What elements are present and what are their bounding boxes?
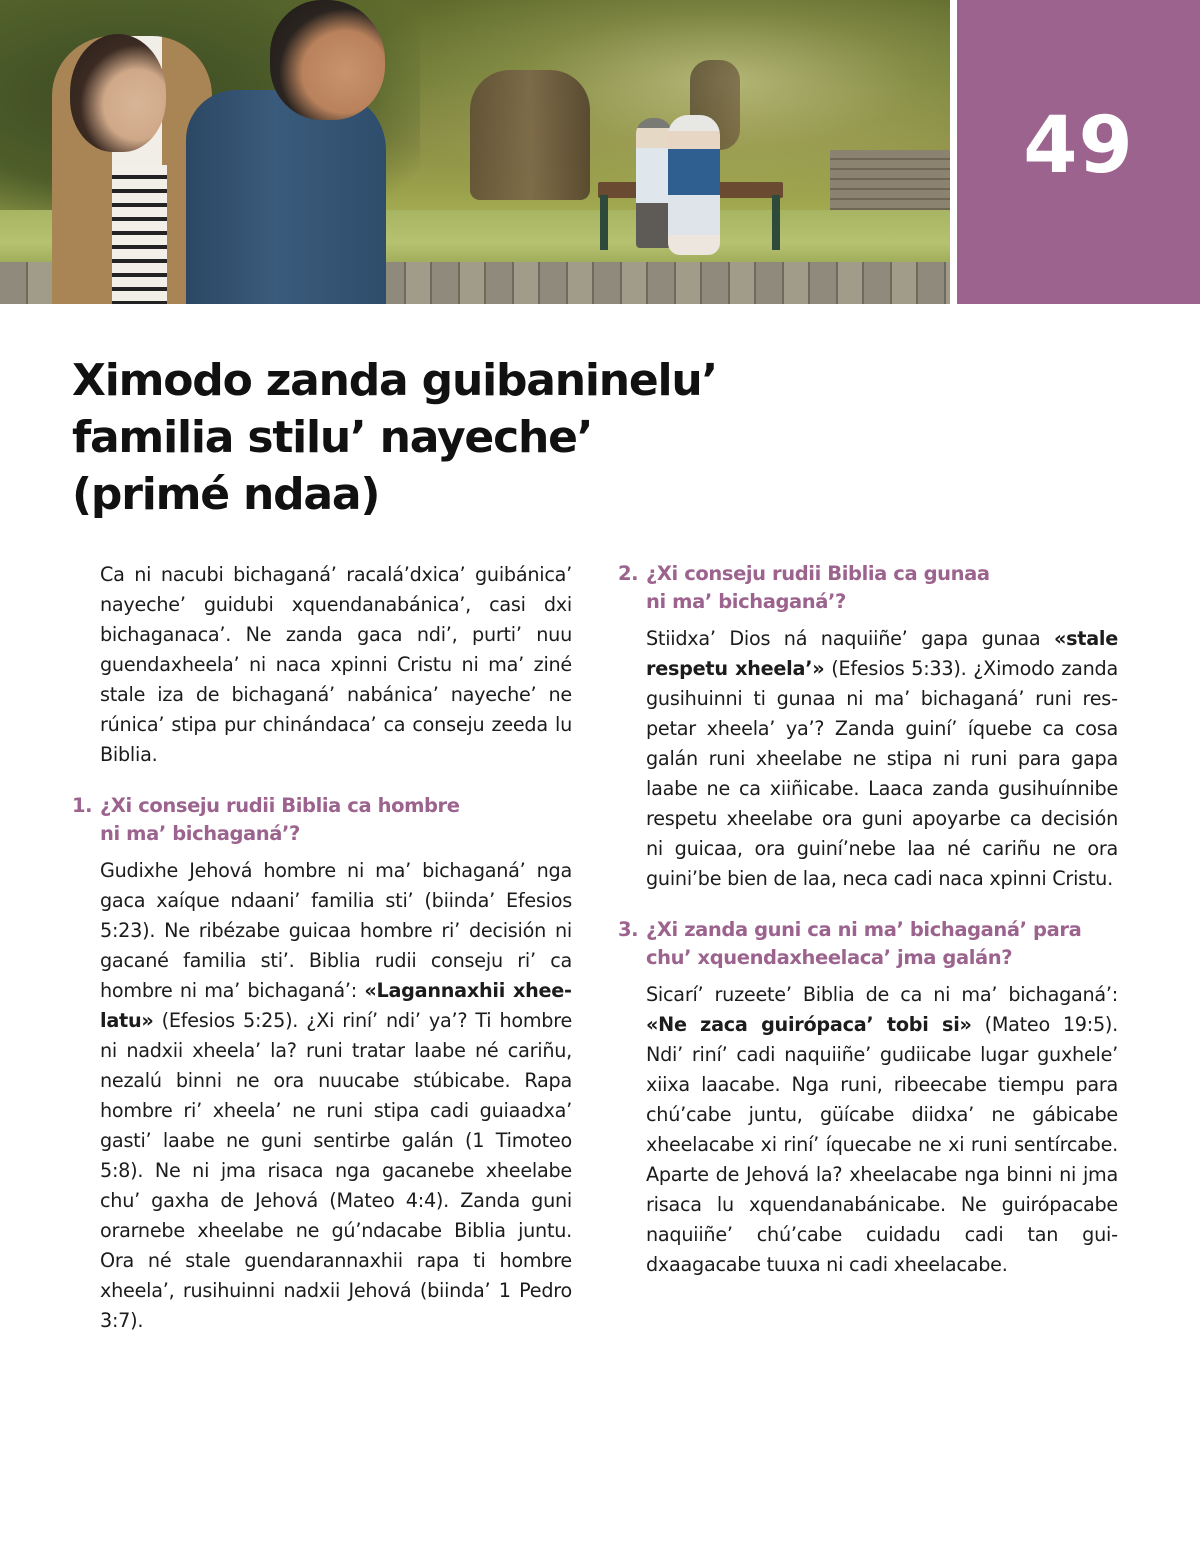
section-heading-line: chu’ xquendaxheelaca’ jma galán? [646, 946, 1013, 969]
page-title-line: familia stilu’ nayeche’ [72, 412, 593, 463]
body-text: Gudixhe Jehová hombre ni ma’ bichaganá’ nga gaca xaíque ndaani’ familia sti’ (biinda’ Efesios 5:23). Ne ribézabe guicaa hombre ri’ decisión ni gacané familia sti’. Biblia rudii conseju ri’ ca hombre ni ma’ bichaganá’: [100, 859, 572, 1002]
hero-tree-trunk [470, 70, 590, 200]
page-title [72, 352, 832, 523]
hero-young-woman-head [70, 34, 166, 152]
section-2 [618, 560, 1118, 894]
body-text: Stiidxa’ Dios ná naquiiñe’ gapa gunaa [646, 627, 1054, 650]
section-paragraph [72, 856, 572, 1336]
section-number: 1. [72, 794, 93, 817]
right-column [618, 560, 1118, 1302]
section-number: 2. [618, 562, 639, 585]
lesson-number-badge [957, 0, 1200, 304]
hero-bench-leg [600, 195, 608, 250]
scripture-quote: «Ne zaca guirópaca’ tobi si» [646, 1013, 972, 1036]
body-text: (Efesios 5:33). ¿Ximodo zanda gusihuinni ti gunaa ni ma’ bichaganá’ runi respetar xheela’ ya’? Zanda guiní’ íquebe ca cosa galán runi xheelabe ne stipa ni runi para gapa laabe ne ca xiiñicabe. Laaca zanda gusihuínnibe respetu xheelabe ora guni apoyarbe ca decisión ni guicaa, ora guiní’nebe laa né cariñu ne ora guini’be bien de laa, neca cadi naca xpinni Cristu. [646, 657, 1118, 890]
hero-elderly-woman [668, 115, 720, 255]
lesson-number: 49 [1023, 101, 1134, 191]
scripture-quote: «Lagannaxhii xheelatu» [100, 979, 572, 1032]
section-3 [618, 916, 1118, 1280]
body-text: Sicarí’ ruzeete’ Biblia de ca ni ma’ bichaganá’: [646, 983, 1118, 1006]
section-heading-line: ¿Xi conseju rudii Biblia ca hombre [100, 794, 460, 817]
intro-paragraph: Ca ni nacubi bichaganá’ racalá’dxica’ guibánica’ nayeche’ guidubi xquendanabánica’, casi dxi bichaganaca’. Ne zanda gaca ndi’, purti’ nuu guendaxheela’ ni naca xpinni Cristu ni ma’ ziné stale iza de bichaganá’ nabánica’ nayeche’ ne rúnica’ stipa pur chinándaca’ ca conseju zeeda lu Biblia. [100, 563, 572, 766]
body-text: (Mateo 19:5). Ndi’ riní’ cadi naquiiñe’ gudiicabe lugar guxhele’ xiixa laacabe. Nga runi, ribeecabe tiempu para chú’cabe juntu, güícabe diidxa’ ne gábicabe xheelacabe xi riní’ íquecabe ne xi runi sentírcabe. Aparte de Jehová la? xheelacabe nga binni ni jma risaca lu xquendanabánicabe. Ne guirópacabe naquiiñe’ chú’cabe cuidadu cadi tan guidxaagacabe tuuxa ni cadi xheelacabe. [646, 1013, 1118, 1276]
body-text: (Efesios 5:25). ¿Xi riní’ ndi’ ya’? Ti hombre ni nadxii xheela’ la? runi tratar laabe né cariñu, nezalú binni ne ora nuucabe stúbicabe. Rapa hombre ri’ xheela’ ne runi stipa cadi guiaadxa’ gasti’ laabe ne guni sentirbe galán (1 Timoteo 5:8). Ne ni jma risaca nga gacanebe xheelabe chu’ gaxha de Jehová (Mateo 4:4). Zanda guni orarnebe xheelabe ne gú’ndacabe Biblia juntu. Ora né stale guendarannaxhii rapa ti hombre xheela’, rusihuinni nadxii Jehová (biinda’ 1 Pedro 3:7). [100, 1009, 572, 1332]
page-title-line: (primé ndaa) [72, 469, 380, 520]
hero-elderly-man [636, 118, 672, 248]
section-heading [618, 916, 1118, 972]
hero-young-man-head [270, 0, 385, 120]
section-heading-line: ni ma’ bichaganá’? [100, 822, 300, 845]
hero-photo [0, 0, 950, 304]
section-heading-line: ¿Xi zanda guni ca ni ma’ bichaganá’ para [646, 918, 1082, 941]
scripture-quote: «stale respetu xheela’» [646, 627, 1118, 680]
left-column [72, 560, 572, 1358]
hero-striped-shirt [112, 165, 167, 304]
section-heading-line: ¿Xi conseju rudii Biblia ca gunaa [646, 562, 990, 585]
section-heading-line: ni ma’ bichaganá’? [646, 590, 846, 613]
section-paragraph [618, 624, 1118, 894]
section-1 [72, 792, 572, 1336]
section-heading [72, 792, 572, 848]
section-paragraph [618, 980, 1118, 1280]
hero-bench-leg [772, 195, 780, 250]
section-number: 3. [618, 918, 639, 941]
section-heading [618, 560, 1118, 616]
page-title-line: Ximodo zanda guibaninelu’ [72, 355, 718, 406]
hero-young-man [186, 90, 386, 304]
